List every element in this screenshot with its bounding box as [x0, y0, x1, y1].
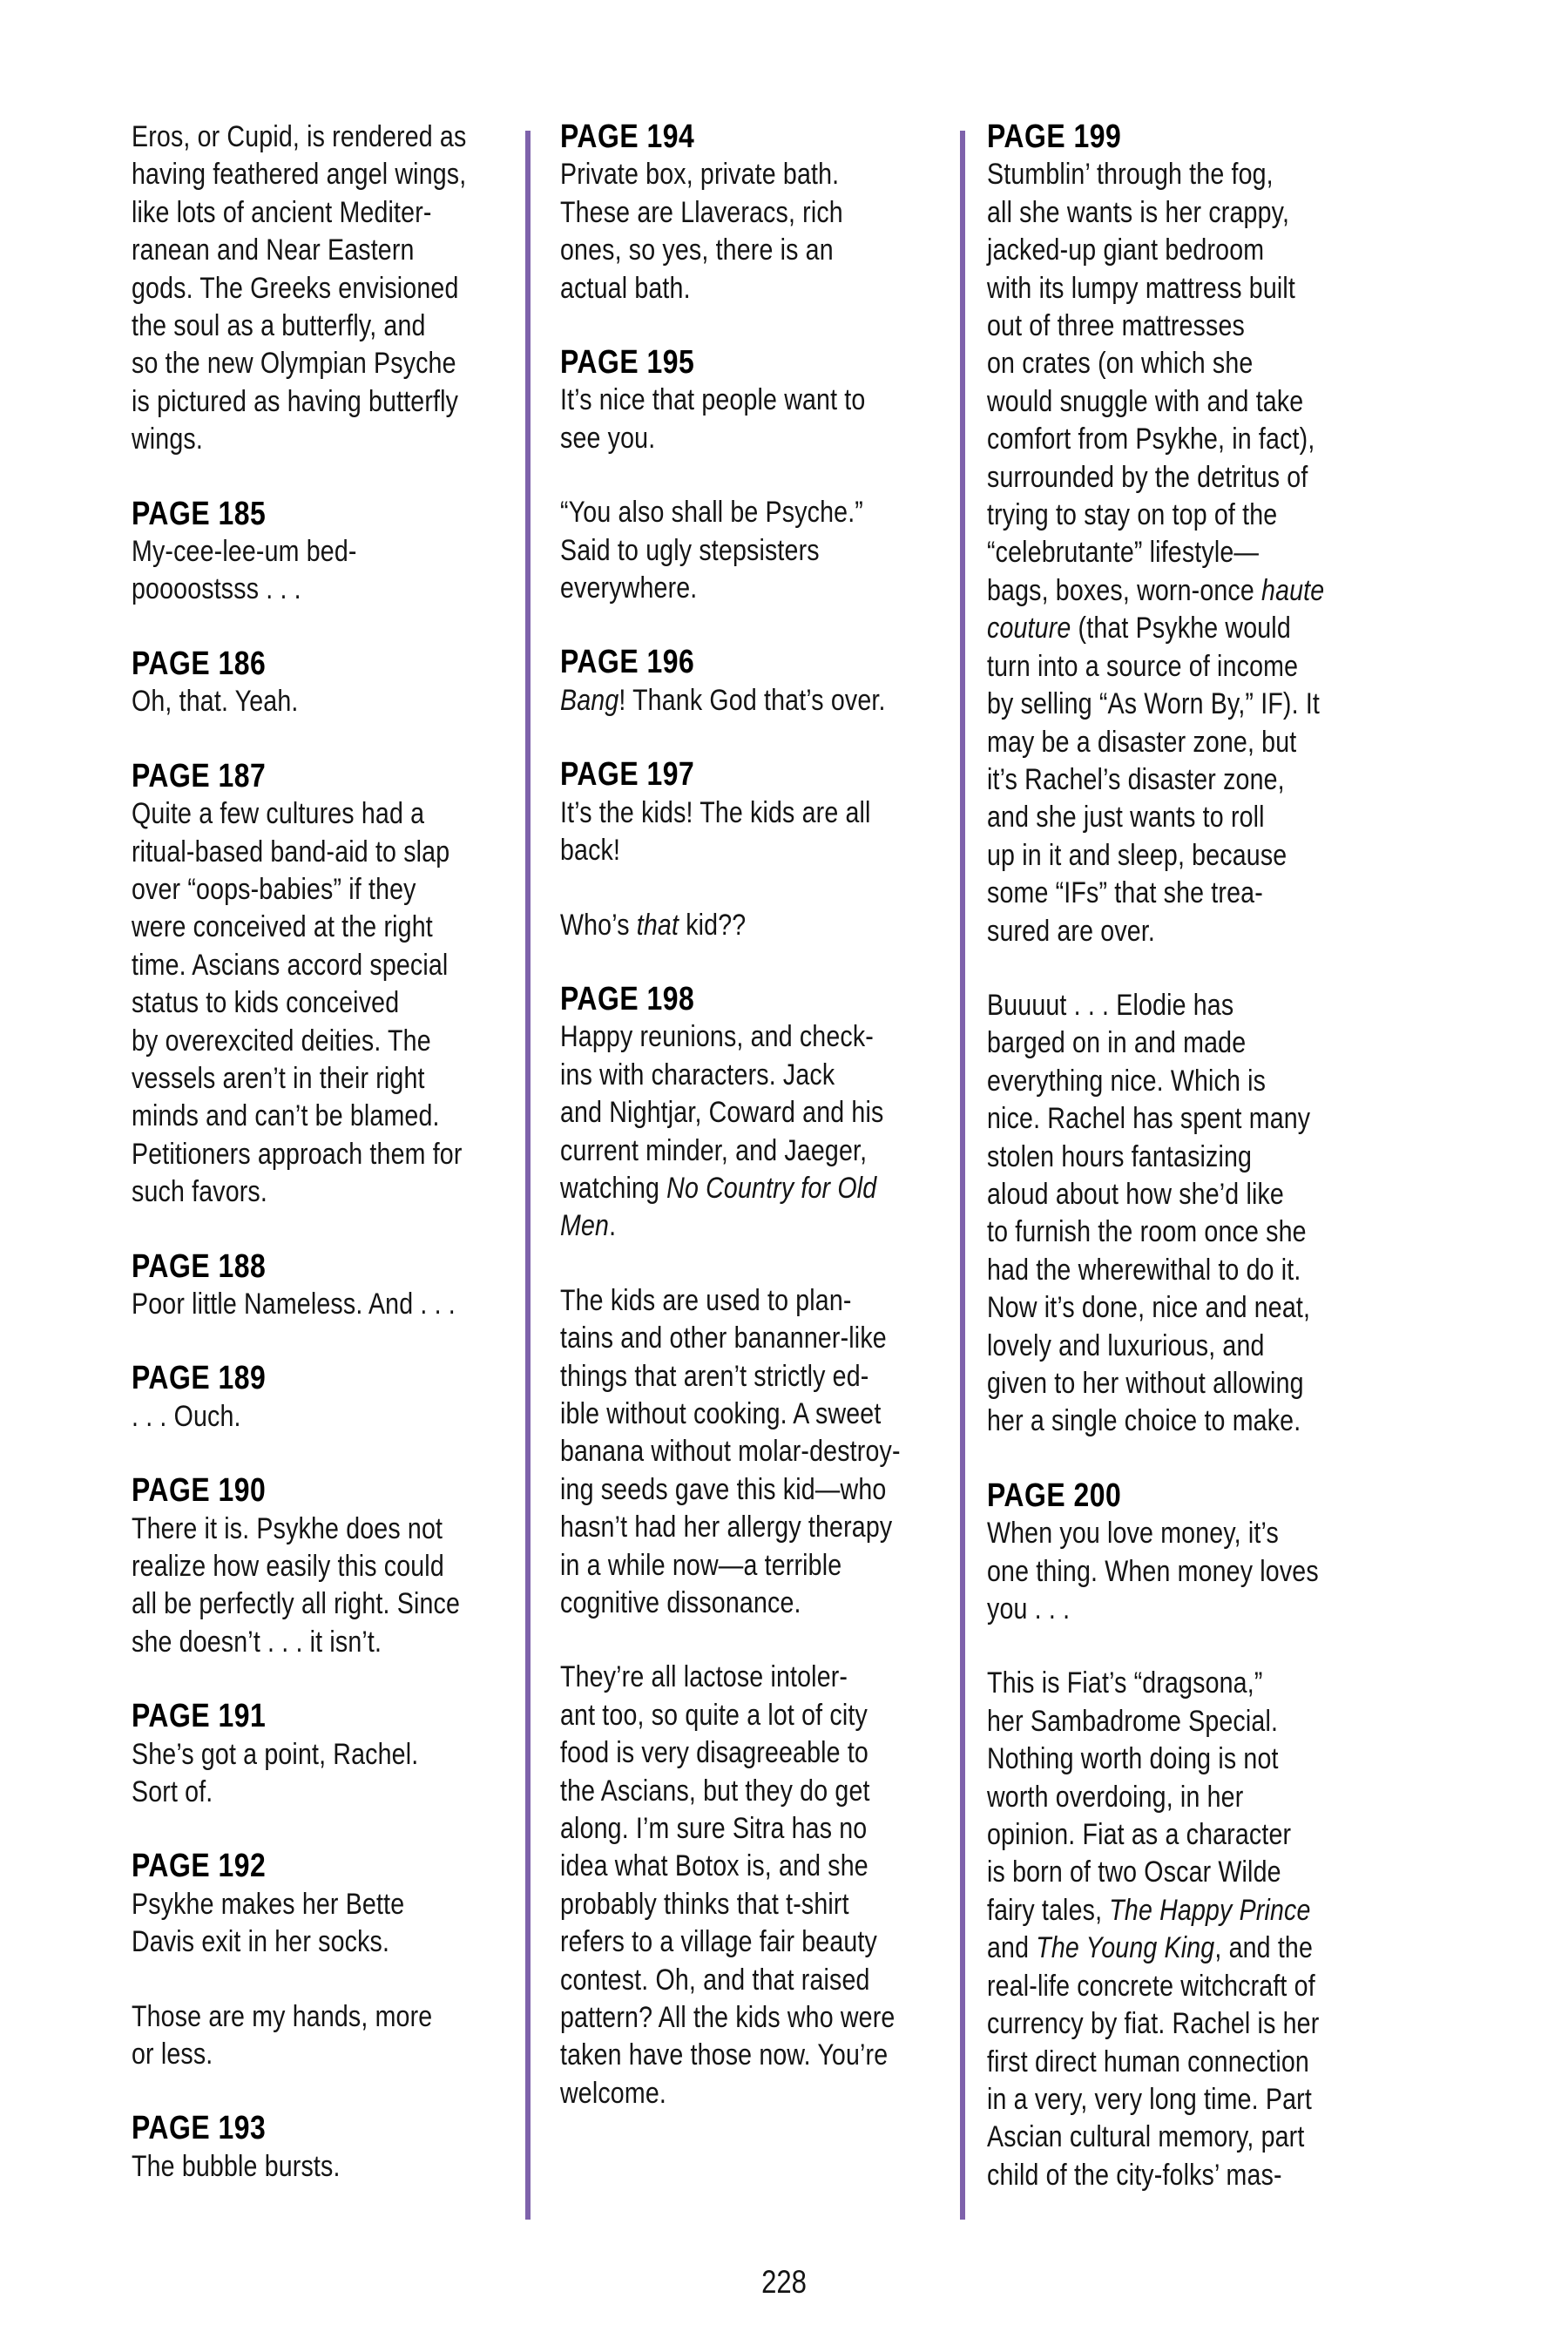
note-paragraph: My-cee-lee-um bed- poooostsss . . . [132, 535, 357, 606]
page-note-header: PAGE 193 [132, 2110, 267, 2147]
page-note [560, 756, 970, 944]
page-note-header: PAGE 198 [560, 980, 695, 1017]
column-1 [132, 118, 528, 2186]
page-note-header: PAGE 191 [132, 1698, 267, 1735]
note-paragraph: Oh, that. Yeah. [132, 685, 299, 719]
page-note [132, 1698, 537, 1811]
note-paragraph: It’s the kids! The kids are all back! [560, 795, 871, 868]
page-note-header: PAGE 194 [560, 118, 695, 155]
note-paragraph: This is Fiat’s “dragsona,” her Sambadrome Special. Nothing worth doing is not worth overdoing, in her opinion. Fiat as a character is born of two Oscar Wilde fairy tales, The Happy Prince and The Young King, and the real-life concrete witchcraft of currency by fiat. Rachel is her first direct human connection in a very, very long time. Part Ascian cultural memory, part child of the city-folks’ mas- [987, 1666, 1320, 2192]
page-note-header: PAGE 199 [987, 118, 1122, 155]
page-note-header: PAGE 190 [132, 1472, 267, 1510]
note-paragraph: Poor little Nameless. And . . . [132, 1287, 456, 1321]
page-note [132, 118, 537, 459]
page-note-header: PAGE 195 [560, 344, 695, 382]
page-note [560, 118, 970, 308]
note-paragraph: Who’s that kid?? [560, 908, 747, 942]
note-paragraph: Buuuut . . . Elodie has barged on in and made everything nice. Which is nice. Rachel has spent many stolen hours fantasizing aloud about how she’d like to furnish the room once she had the wherewithal to do it. Now it’s done, nice and neat, lovely and luxurious, and given to her without allowing her a single choice to make. [987, 988, 1311, 1438]
column-divider-right [960, 131, 965, 2220]
note-paragraph: They’re all lactose intoler- ant too, so quite a lot of city food is very disagreeable to the Ascians, but they do get along. I’m sure Sitra has no idea what Botox is, and she probably thinks that t-shirt refers to a village fair beauty contest. Oh, and that raised pattern? All the kids who were taken have those now. You’re welcome. [560, 1660, 896, 2110]
page-note [132, 645, 537, 721]
note-paragraph: Those are my hands, more or less. [132, 1999, 433, 2072]
page-note-header: PAGE 197 [560, 756, 695, 794]
page-note-header: PAGE 187 [132, 757, 267, 794]
note-paragraph: She’s got a point, Rachel. Sort of. [132, 1737, 419, 1809]
note-paragraph: Happy reunions, and check- ins with characters. Jack and Nightjar, Coward and his current minder, and Jaeger, watching No Country for Old Men. [560, 1020, 884, 1243]
page-note [132, 1472, 537, 1661]
page-note [132, 496, 537, 609]
note-paragraph: There it is. Psykhe does not realize how easily this could all be perfectly all right. Since she doesn’t . . . it isn’t. [132, 1511, 461, 1659]
page-note [987, 1477, 1384, 2194]
note-paragraph: Quite a few cultures had a ritual-based band-aid to slap over “oops-babies” if they were conceived at the right time. Ascians accord special status to kids conceived by overexcited deities. The vessels aren’t in their right minds and can’t be blamed. Petitioners approach them for such favors. [132, 797, 463, 1209]
page-note [132, 758, 537, 1212]
page-note [132, 2110, 537, 2186]
note-paragraph: “You also shall be Psyche.” Said to ugly stepsisters everywhere. [560, 496, 863, 605]
column-divider-left [525, 131, 531, 2220]
page-note [560, 981, 970, 2112]
page-note [560, 344, 970, 607]
page-note-header: PAGE 188 [132, 1247, 267, 1285]
column-3 [987, 118, 1375, 2194]
column-3-text [987, 118, 1384, 2194]
note-paragraph: Eros, or Cupid, is rendered as having feathered angel wings, like lots of ancient Mediter- ranean and Near Eastern gods. The Greeks envisioned the soul as a butterfly, and so the new Olympian Psyche is pictured as having butterfly wings. [132, 120, 467, 456]
note-paragraph: When you love money, it’s one thing. When money loves you . . . [987, 1517, 1319, 1626]
note-paragraph: The bubble bursts. [132, 2149, 341, 2183]
note-paragraph: The kids are used to plan- tains and other bananner-like things that aren’t strictly ed- ible without cooking. A sweet banana without molar-destroy- ing seeds gave this kid—who hasn’t had her allergy therapy in a while now—a terrible cognitive dissonance. [560, 1283, 901, 1619]
note-paragraph: Psykhe makes her Bette Davis exit in her socks. [132, 1887, 405, 1959]
page-note-header: PAGE 185 [132, 495, 267, 532]
page-note-header: PAGE 196 [560, 644, 695, 681]
page-note [132, 1248, 537, 1324]
page-note-header: PAGE 189 [132, 1360, 267, 1397]
page-note [987, 118, 1384, 1441]
page-note-header: PAGE 200 [987, 1477, 1122, 1514]
note-paragraph: It’s nice that people want to see you. [560, 383, 866, 455]
page-note-header: PAGE 192 [132, 1848, 267, 1885]
note-paragraph: Stumblin’ through the fog, all she wants is her crappy, jacked-up giant bedroom with its lumpy mattress built out of three mattresses on crates (on which she would snuggle with and take comfort from Psykhe, in fact), surrounded by the detritus of trying to stay on top of the “celebrutante” lifestyle— bags, boxes, worn-once haute couture (that Psykhe would turn into a source of income by selling “As Worn By,” IF). It may be a disaster zone, but it’s Rachel’s disaster zone, and she just wants to roll up in it and sleep, because some “IFs” that she trea- sured are over. [987, 158, 1325, 948]
column-1-text [132, 118, 537, 2186]
page-note [560, 644, 970, 720]
column-2 [560, 118, 961, 2112]
column-2-text [560, 118, 970, 2112]
note-paragraph: Bang! Thank God that’s over. [560, 683, 886, 717]
page-note-header: PAGE 186 [132, 645, 267, 682]
page-number: 228 [761, 2264, 807, 2300]
note-paragraph: . . . Ouch. [132, 1399, 241, 1433]
note-paragraph: Private box, private bath. These are Llaveracs, rich ones, so yes, there is an actual bath. [560, 158, 843, 305]
page-note [132, 1360, 537, 1436]
page-note [132, 1848, 537, 2073]
